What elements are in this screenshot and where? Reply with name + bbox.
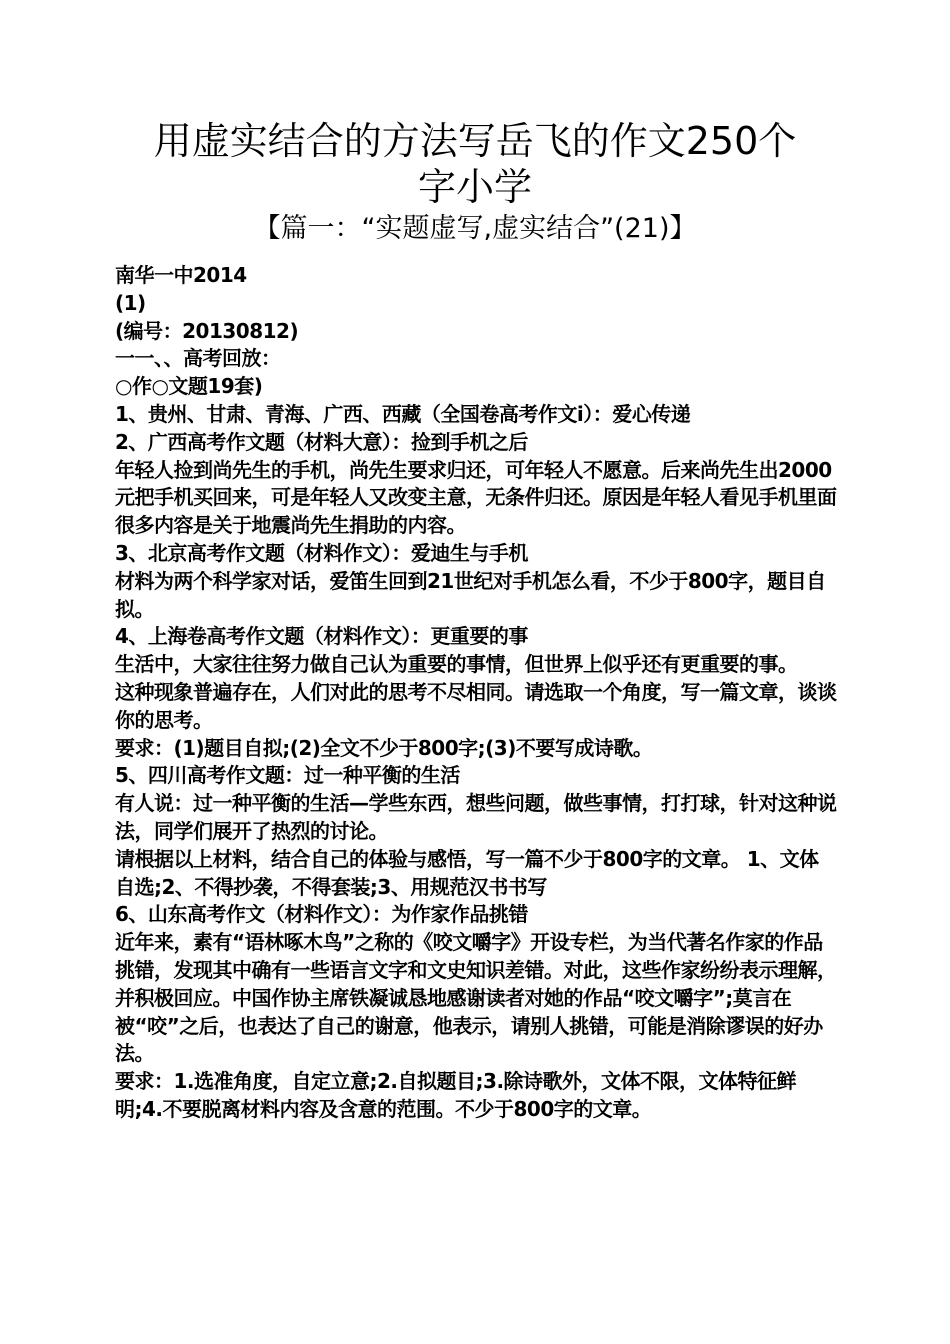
paragraph: 1、贵州、甘肃、青海、广西、西藏（全国卷高考作文i）：爱心传递: [115, 401, 691, 426]
paragraph: 要求：1.选准角度，自定立意;2.自拟题目;3.除诗歌外，文体不限，文体特征鲜明;4.不要脱离材料内容及含意的范围。不少于800字的文章。: [115, 1069, 797, 1121]
paragraph: ○作○文题19套): [115, 374, 263, 399]
paragraph: 南华一中2014: [115, 263, 247, 287]
paragraph: (1): [115, 290, 146, 315]
document-body: [115, 262, 837, 1124]
paragraph: 近年来，素有“语林啄木鸟”之称的《咬文嚼字》开设专栏，为当代著名作家的作品挑错，发现其中确有一些语言文字和文史知识差错。对此，这些作家纷纷表示理解，并积极回应。中国作协主席铁凝诚恳地感谢读者对她的作品“咬文嚼字”;莫言在被“咬”之后，也表达了自己的谢意，他表示，请别人挑错，可能是消除谬误的好办法。: [115, 930, 837, 1066]
paragraph: (编号：20130812): [115, 318, 299, 343]
title-line-1: 用虚实结合的方法写岳飞的作文250个: [153, 119, 797, 163]
paragraph: 请根据以上材料，结合自己的体验与感悟，写一篇不少于800字的文章。 1、文体自选;2、不得抄袭，不得套装;3、用规范汉书书写: [115, 846, 819, 899]
paragraph: 一一、、高考回放：: [115, 346, 281, 371]
paragraph: 材料为两个科学家对话，爱笛生回到21世纪对手机怎么看，不少于800字，题目自拟。: [115, 568, 826, 621]
paragraph: 生活中，大家往往努力做自己认为重要的事情，但世界上似乎还有更重要的事。: [115, 652, 798, 677]
paragraph: 6、山东高考作文（材料作文）：为作家作品挑错: [115, 902, 528, 927]
title-line-2: 字小学: [417, 165, 532, 209]
paragraph: 5、四川高考作文题：过一种平衡的生活: [115, 763, 460, 788]
paragraph: 3、北京高考作文题（材料作文）：爱迪生与手机: [115, 540, 528, 565]
document-title: [100, 118, 850, 210]
document-subtitle: 【篇一：“实题虚写,虚实结合”(21)】: [253, 213, 697, 244]
paragraph: 这种现象普遍存在，人们对此的思考不尽相同。请选取一个角度，写一篇文章，谈谈你的思考。: [115, 679, 837, 732]
paragraph: 要求：(1)题目自拟;(2)全文不少于800字;(3)不要写成诗歌。: [115, 735, 653, 760]
paragraph: 年轻人捡到尚先生的手机，尚先生要求归还，可年轻人不愿意。后来尚先生出2000元把手机买回来，可是年轻人又改变主意，无条件归还。原因是年轻人看见手机里面很多内容是关于地震尚先生捐助的内容。: [115, 457, 837, 538]
paragraph: 4、上海卷高考作文题（材料作文）：更重要的事: [115, 624, 528, 649]
paragraph: 有人说：过一种平衡的生活—学些东西，想些问题，做些事情，打打球，针对这种说法，同学们展开了热烈的讨论。: [115, 791, 837, 843]
paragraph: 2、广西高考作文题（材料大意）：捡到手机之后: [115, 429, 528, 454]
